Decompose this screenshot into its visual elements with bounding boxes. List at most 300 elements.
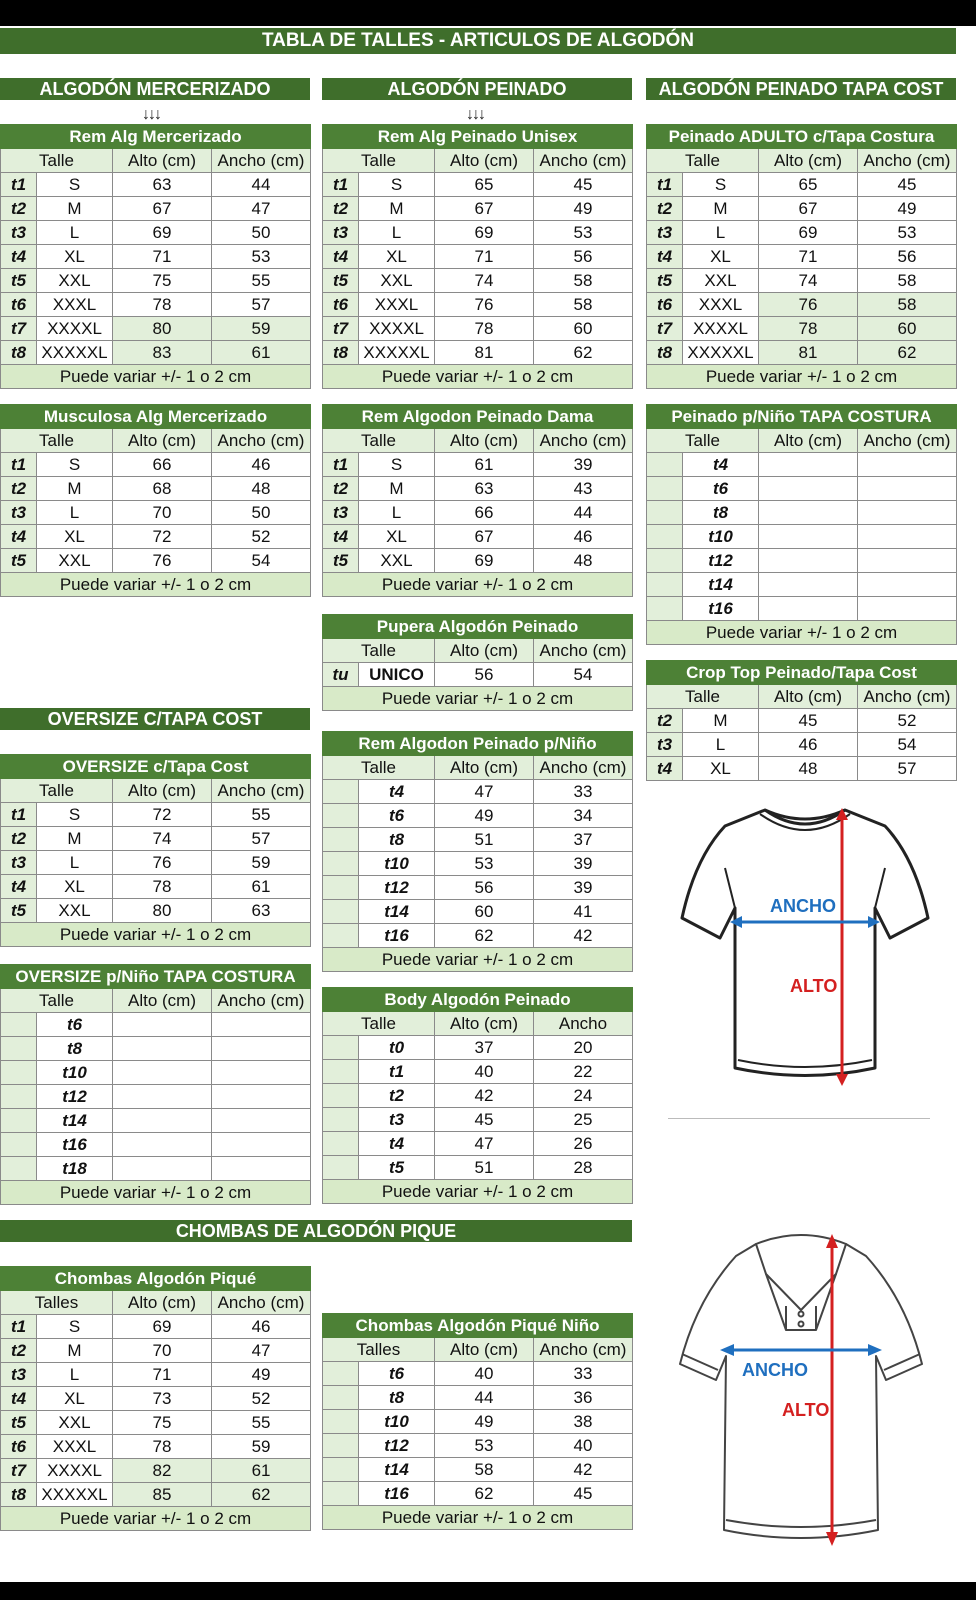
table-chombas-nino <box>322 1313 633 1530</box>
section-chombas: CHOMBAS DE ALGODÓN PIQUE <box>0 1220 632 1242</box>
row-alto: 75 <box>113 1411 212 1435</box>
row-alto: 81 <box>759 341 858 365</box>
row-alto: 83 <box>113 341 212 365</box>
row-alto: 51 <box>435 828 534 852</box>
table-row <box>1 245 311 269</box>
table-row <box>647 549 957 573</box>
diagram-separator <box>668 1118 930 1119</box>
table-row <box>1 1339 311 1363</box>
col-header-alto: Alto (cm) <box>113 149 212 173</box>
table-rem-nino <box>322 731 633 972</box>
row-alto: 63 <box>435 477 534 501</box>
row-code: t5 <box>323 269 359 293</box>
col-header-talle: Talle <box>1 989 113 1013</box>
col-header-alto: Alto (cm) <box>113 1291 212 1315</box>
row-size: XL <box>37 245 113 269</box>
row-alto: 78 <box>113 293 212 317</box>
table-row <box>323 828 633 852</box>
row-code <box>323 900 359 924</box>
table-footnote: Puede variar +/- 1 o 2 cm <box>647 621 957 645</box>
row-code: t7 <box>647 317 683 341</box>
table-rem-peinado <box>322 124 633 389</box>
row-size: S <box>683 173 759 197</box>
row-ancho: 45 <box>534 173 633 197</box>
row-size: t16 <box>359 924 435 948</box>
row-ancho: 62 <box>212 1483 311 1507</box>
table-rem-dama <box>322 404 633 597</box>
row-alto <box>113 1109 212 1133</box>
table-footnote: Puede variar +/- 1 o 2 cm <box>323 365 633 389</box>
table-row <box>1 851 311 875</box>
row-ancho: 58 <box>534 269 633 293</box>
table-row <box>647 317 957 341</box>
row-code: t8 <box>647 341 683 365</box>
row-alto <box>113 1037 212 1061</box>
row-size: XXL <box>359 549 435 573</box>
row-alto: 71 <box>113 245 212 269</box>
row-size: XXL <box>37 269 113 293</box>
table-title: Chombas Algodón Piqué <box>1 1267 311 1291</box>
row-size: t0 <box>359 1036 435 1060</box>
row-code <box>1 1109 37 1133</box>
row-code: t2 <box>323 477 359 501</box>
row-ancho: 52 <box>858 709 957 733</box>
table-title: Rem Alg Peinado Unisex <box>323 125 633 149</box>
table-row <box>1 899 311 923</box>
table-title: Crop Top Peinado/Tapa Cost <box>647 661 957 685</box>
row-ancho: 38 <box>534 1410 633 1434</box>
row-ancho: 58 <box>858 269 957 293</box>
row-ancho: 46 <box>212 453 311 477</box>
row-size: XXL <box>683 269 759 293</box>
table-row <box>1 197 311 221</box>
row-size: XXXXXL <box>37 1483 113 1507</box>
row-size: L <box>37 851 113 875</box>
row-size: XXXXL <box>683 317 759 341</box>
column-header-row <box>323 756 633 780</box>
row-alto: 82 <box>113 1459 212 1483</box>
row-code <box>647 453 683 477</box>
row-ancho: 49 <box>858 197 957 221</box>
row-ancho: 45 <box>858 173 957 197</box>
row-code <box>647 477 683 501</box>
row-size: t16 <box>37 1133 113 1157</box>
row-alto: 76 <box>759 293 858 317</box>
table-pupera <box>322 614 633 711</box>
row-ancho: 36 <box>534 1386 633 1410</box>
table-row <box>647 501 957 525</box>
row-alto <box>113 1085 212 1109</box>
arrows-peinado: ↓↓↓ <box>466 106 484 123</box>
row-size: M <box>37 197 113 221</box>
row-size: t10 <box>37 1061 113 1085</box>
row-size: M <box>359 477 435 501</box>
row-code: t1 <box>323 453 359 477</box>
row-ancho: 28 <box>534 1156 633 1180</box>
col-header-talle: Talle <box>647 685 759 709</box>
col-header-alto: Alto (cm) <box>435 1338 534 1362</box>
row-alto: 58 <box>435 1458 534 1482</box>
row-size: t14 <box>37 1109 113 1133</box>
row-alto: 62 <box>435 1482 534 1506</box>
row-alto <box>113 1133 212 1157</box>
col-header-ancho: Ancho (cm) <box>858 685 957 709</box>
row-alto: 78 <box>759 317 858 341</box>
column-header-row <box>647 149 957 173</box>
row-code: t2 <box>1 197 37 221</box>
row-alto: 69 <box>113 221 212 245</box>
row-ancho: 50 <box>212 501 311 525</box>
table-row <box>323 477 633 501</box>
row-size: t6 <box>359 1362 435 1386</box>
row-code <box>323 1458 359 1482</box>
row-size: XL <box>359 245 435 269</box>
row-ancho: 59 <box>212 851 311 875</box>
row-size: XXL <box>37 899 113 923</box>
table-footnote: Puede variar +/- 1 o 2 cm <box>323 948 633 972</box>
table-title: Rem Algodon Peinado p/Niño <box>323 732 633 756</box>
row-size: L <box>37 1363 113 1387</box>
row-alto <box>759 501 858 525</box>
table-row <box>323 1410 633 1434</box>
row-alto: 61 <box>435 453 534 477</box>
row-ancho: 56 <box>858 245 957 269</box>
row-size: t4 <box>359 780 435 804</box>
column-header-row <box>1 779 311 803</box>
row-alto: 45 <box>435 1108 534 1132</box>
table-row <box>323 245 633 269</box>
row-code: t2 <box>1 827 37 851</box>
row-ancho: 54 <box>858 733 957 757</box>
row-size: L <box>37 501 113 525</box>
row-size: M <box>37 477 113 501</box>
row-code: t4 <box>1 245 37 269</box>
table-row <box>323 852 633 876</box>
row-alto: 80 <box>113 899 212 923</box>
row-alto: 69 <box>759 221 858 245</box>
row-ancho: 47 <box>212 197 311 221</box>
row-size: XXXL <box>683 293 759 317</box>
table-row <box>1 453 311 477</box>
col-header-talle: Talle <box>323 1012 435 1036</box>
row-code <box>647 549 683 573</box>
row-alto: 72 <box>113 525 212 549</box>
row-alto: 46 <box>759 733 858 757</box>
row-ancho: 22 <box>534 1060 633 1084</box>
row-ancho: 25 <box>534 1108 633 1132</box>
row-size: S <box>37 173 113 197</box>
row-ancho: 33 <box>534 1362 633 1386</box>
col-header-talle: Talle <box>647 429 759 453</box>
row-size: t18 <box>37 1157 113 1181</box>
row-alto: 56 <box>435 663 534 687</box>
row-alto: 74 <box>435 269 534 293</box>
table-rem-merc <box>0 124 311 389</box>
row-code: t4 <box>1 1387 37 1411</box>
row-size: t12 <box>37 1085 113 1109</box>
row-ancho: 59 <box>212 1435 311 1459</box>
column-header-row <box>1 429 311 453</box>
table-title: Peinado p/Niño TAPA COSTURA <box>647 405 957 429</box>
row-alto: 37 <box>435 1036 534 1060</box>
row-size: t1 <box>359 1060 435 1084</box>
row-size: t10 <box>683 525 759 549</box>
col-header-alto: Alto (cm) <box>435 756 534 780</box>
row-ancho <box>858 501 957 525</box>
row-alto: 69 <box>435 221 534 245</box>
column-header-row <box>323 639 633 663</box>
row-code: t7 <box>1 1459 37 1483</box>
row-code <box>323 780 359 804</box>
row-alto: 74 <box>759 269 858 293</box>
table-footnote: Puede variar +/- 1 o 2 cm <box>1 923 311 947</box>
row-alto: 76 <box>435 293 534 317</box>
row-size: M <box>683 197 759 221</box>
row-ancho: 54 <box>212 549 311 573</box>
row-ancho: 44 <box>534 501 633 525</box>
row-alto: 75 <box>113 269 212 293</box>
table-row <box>323 1084 633 1108</box>
row-size: XXXXL <box>37 1459 113 1483</box>
row-ancho <box>212 1133 311 1157</box>
table-row <box>647 221 957 245</box>
row-code <box>323 828 359 852</box>
col-header-talle: Talles <box>1 1291 113 1315</box>
row-size: t5 <box>359 1156 435 1180</box>
table-footnote: Puede variar +/- 1 o 2 cm <box>323 1506 633 1530</box>
col-header-alto: Alto (cm) <box>113 989 212 1013</box>
table-row <box>1 1315 311 1339</box>
table-oversize <box>0 754 311 947</box>
row-ancho: 60 <box>534 317 633 341</box>
row-ancho: 45 <box>534 1482 633 1506</box>
row-size: t12 <box>359 876 435 900</box>
table-chombas <box>0 1266 311 1531</box>
table-footnote: Puede variar +/- 1 o 2 cm <box>1 573 311 597</box>
row-code: t5 <box>323 549 359 573</box>
row-alto: 78 <box>435 317 534 341</box>
row-size: L <box>359 501 435 525</box>
table-row <box>1 1109 311 1133</box>
row-code <box>1 1133 37 1157</box>
col-header-alto: Alto (cm) <box>113 779 212 803</box>
row-size: t8 <box>359 828 435 852</box>
row-code <box>1 1037 37 1061</box>
row-ancho: 48 <box>534 549 633 573</box>
row-ancho: 53 <box>212 245 311 269</box>
row-alto: 67 <box>759 197 858 221</box>
row-size: M <box>37 1339 113 1363</box>
table-row <box>323 1458 633 1482</box>
row-alto: 65 <box>759 173 858 197</box>
table-title: Musculosa Alg Mercerizado <box>1 405 311 429</box>
row-code: t5 <box>647 269 683 293</box>
col-header-talle: Talle <box>647 149 759 173</box>
row-code <box>323 804 359 828</box>
table-footnote: Puede variar +/- 1 o 2 cm <box>1 1507 311 1531</box>
row-alto: 66 <box>113 453 212 477</box>
row-size: XXL <box>37 549 113 573</box>
column-header-row <box>647 685 957 709</box>
row-size: XXL <box>359 269 435 293</box>
row-ancho: 44 <box>212 173 311 197</box>
row-alto: 42 <box>435 1084 534 1108</box>
row-size: t8 <box>37 1037 113 1061</box>
row-ancho: 49 <box>212 1363 311 1387</box>
table-row <box>323 525 633 549</box>
row-code: t3 <box>1 221 37 245</box>
row-ancho: 55 <box>212 803 311 827</box>
table-row <box>1 477 311 501</box>
col-header-ancho: Ancho (cm) <box>212 779 311 803</box>
row-size: M <box>683 709 759 733</box>
row-code <box>323 1434 359 1458</box>
col-header-alto: Alto (cm) <box>435 639 534 663</box>
row-code <box>323 1386 359 1410</box>
row-code <box>323 1108 359 1132</box>
table-row <box>1 221 311 245</box>
table-row <box>1 1013 311 1037</box>
row-code: t4 <box>647 757 683 781</box>
row-alto: 67 <box>435 197 534 221</box>
table-footnote: Puede variar +/- 1 o 2 cm <box>1 365 311 389</box>
table-row <box>647 293 957 317</box>
table-row <box>323 549 633 573</box>
table-row <box>323 197 633 221</box>
col-header-talle: Talle <box>323 429 435 453</box>
table-row <box>323 1108 633 1132</box>
col-header-ancho: Ancho (cm) <box>212 429 311 453</box>
row-code <box>1 1061 37 1085</box>
col-header-alto: Alto (cm) <box>435 429 534 453</box>
table-title: Rem Alg Mercerizado <box>1 125 311 149</box>
row-ancho <box>858 597 957 621</box>
row-ancho: 48 <box>212 477 311 501</box>
table-body <box>322 987 633 1204</box>
row-size: XL <box>37 875 113 899</box>
row-ancho: 46 <box>212 1315 311 1339</box>
col-header-ancho: Ancho (cm) <box>534 756 633 780</box>
row-alto: 78 <box>113 1435 212 1459</box>
col-header-ancho: Ancho (cm) <box>534 149 633 173</box>
table-row <box>323 804 633 828</box>
row-code <box>323 852 359 876</box>
row-code: t1 <box>1 453 37 477</box>
row-size: t2 <box>359 1084 435 1108</box>
row-size: L <box>683 733 759 757</box>
ancho-label: ANCHO <box>770 896 836 916</box>
table-footnote: Puede variar +/- 1 o 2 cm <box>323 1180 633 1204</box>
row-ancho: 47 <box>212 1339 311 1363</box>
col-header-alto: Alto (cm) <box>759 429 858 453</box>
col-header-ancho: Ancho (cm) <box>858 429 957 453</box>
row-code: t6 <box>1 293 37 317</box>
row-size: t6 <box>37 1013 113 1037</box>
row-ancho <box>858 573 957 597</box>
size-chart-sheet <box>0 26 976 1582</box>
table-row <box>323 1132 633 1156</box>
table-title: Peinado ADULTO c/Tapa Costura <box>647 125 957 149</box>
row-size: XXXL <box>37 293 113 317</box>
row-ancho: 39 <box>534 852 633 876</box>
table-title: Pupera Algodón Peinado <box>323 615 633 639</box>
table-row <box>1 269 311 293</box>
col-header-talle: Talle <box>1 429 113 453</box>
row-size: t6 <box>683 477 759 501</box>
row-code: t8 <box>1 1483 37 1507</box>
row-code <box>647 525 683 549</box>
row-ancho: 53 <box>858 221 957 245</box>
table-row <box>647 453 957 477</box>
row-ancho: 55 <box>212 269 311 293</box>
column-header-row <box>647 429 957 453</box>
row-size: XXXL <box>37 1435 113 1459</box>
row-size: S <box>37 803 113 827</box>
table-row <box>323 221 633 245</box>
table-peinado-nino <box>646 404 957 645</box>
table-row <box>1 501 311 525</box>
row-size: t4 <box>683 453 759 477</box>
row-ancho: 61 <box>212 1459 311 1483</box>
table-footnote: Puede variar +/- 1 o 2 cm <box>323 687 633 711</box>
row-alto: 45 <box>759 709 858 733</box>
table-row <box>1 875 311 899</box>
table-row <box>323 876 633 900</box>
col-header-ancho: Ancho (cm) <box>534 639 633 663</box>
row-alto: 51 <box>435 1156 534 1180</box>
row-ancho: 57 <box>212 293 311 317</box>
table-row <box>323 341 633 365</box>
row-code <box>647 597 683 621</box>
row-code <box>323 1410 359 1434</box>
row-size: XL <box>37 1387 113 1411</box>
column-header-row <box>1 989 311 1013</box>
row-ancho: 33 <box>534 780 633 804</box>
polo-ancho-label: ANCHO <box>742 1360 808 1380</box>
row-size: t14 <box>359 1458 435 1482</box>
table-title: OVERSIZE p/Niño TAPA COSTURA <box>1 965 311 989</box>
row-alto: 40 <box>435 1362 534 1386</box>
row-ancho: 46 <box>534 525 633 549</box>
row-alto <box>759 573 858 597</box>
row-size: t12 <box>359 1434 435 1458</box>
row-alto: 65 <box>435 173 534 197</box>
row-size: XXXXXL <box>683 341 759 365</box>
col-header-ancho: Ancho (cm) <box>212 989 311 1013</box>
row-ancho: 58 <box>858 293 957 317</box>
table-row <box>1 1411 311 1435</box>
row-code: t3 <box>1 501 37 525</box>
row-alto: 72 <box>113 803 212 827</box>
row-code: t5 <box>1 549 37 573</box>
row-code: t3 <box>647 733 683 757</box>
row-code: t4 <box>323 245 359 269</box>
row-alto: 56 <box>435 876 534 900</box>
row-alto: 74 <box>113 827 212 851</box>
table-row <box>1 1459 311 1483</box>
row-code: t3 <box>1 851 37 875</box>
row-code: t3 <box>323 221 359 245</box>
column-header-row <box>1 1291 311 1315</box>
col-header-talle: Talle <box>323 149 435 173</box>
row-ancho: 52 <box>212 525 311 549</box>
row-code <box>1 1157 37 1181</box>
table-row <box>1 317 311 341</box>
row-ancho: 52 <box>212 1387 311 1411</box>
row-ancho <box>212 1109 311 1133</box>
col-header-ancho: Ancho (cm) <box>534 429 633 453</box>
row-size: M <box>359 197 435 221</box>
